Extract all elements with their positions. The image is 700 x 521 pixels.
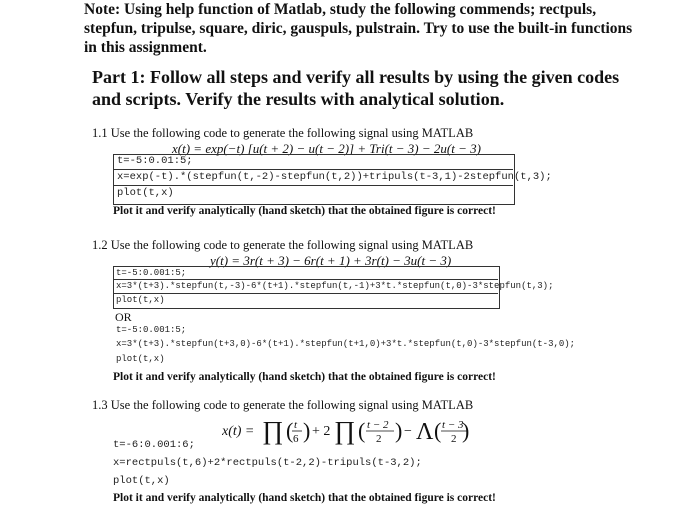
section-1-3-code-line: plot(t,x) — [113, 475, 170, 487]
svg-text:x(t) =: x(t) = — [222, 424, 255, 439]
section-1-1-code-line: plot(t,x) — [117, 187, 174, 199]
svg-text:+ 2: + 2 — [312, 424, 331, 439]
code-row-divider — [113, 185, 513, 186]
code-row-divider — [113, 293, 498, 294]
section-1-3-equation — [222, 410, 472, 452]
section-1-3-verify: Plot it and verify analytically (hand sketch) that the obtained figure is correct! — [113, 492, 496, 504]
section-1-2-verify: Plot it and verify analytically (hand sketch) that the obtained figure is correct! — [113, 371, 496, 383]
svg-text:∏: ∏ — [334, 416, 356, 445]
svg-text:(: ( — [358, 418, 366, 443]
svg-text:): ) — [395, 418, 403, 443]
svg-text:(: ( — [434, 418, 442, 443]
code-row-divider — [113, 169, 513, 170]
svg-text:(: ( — [286, 418, 294, 443]
svg-text:∏: ∏ — [262, 416, 284, 445]
section-1-2-or: OR — [115, 310, 132, 324]
section-1-2-alt-code-line: plot(t,x) — [116, 354, 165, 364]
section-1-1-code-line: t=-5:0.01:5; — [117, 155, 193, 167]
section-1-1-code-line: x=exp(-t).*(stepfun(t,-2)-stepfun(t,2))+tripuls(t-3,1)-2stepfun(t,3); — [117, 171, 552, 183]
section-1-2-alt-code-line: x=3*(t+3).*stepfun(t+3,0)-6*(t+1).*stepfun(t+1,0)+3*t.*stepfun(t,0)-3*stepfun(t-3,0); — [116, 339, 576, 349]
section-1-1-intro: 1.1 Use the following code to generate the following signal using MATLAB — [92, 126, 474, 140]
note-paragraph: Note: Using help function of Matlab, study the following commends; rectpuls, stepfun, tripulse, square, diric, gauspuls, pulstrain. Try to use the built-in functions in this assignment. — [84, 1, 633, 56]
svg-text:−: − — [404, 424, 412, 439]
section-1-1-equation: x(t) = exp(−t) [u(t + 2) − u(t − 2)] + Tri(t − 3) − 2u(t − 3) — [172, 141, 481, 156]
section-1-2-alt-code-line: t=-5:0.001:5; — [116, 325, 187, 335]
section-1-1-verify: Plot it and verify analytically (hand sketch) that the obtained figure is correct! — [113, 205, 496, 217]
svg-text:t − 3: t − 3 — [442, 419, 464, 431]
svg-text:6: 6 — [293, 433, 299, 445]
section-1-2-code-line: plot(t,x) — [116, 295, 165, 305]
section-1-3-code-line: t=-6:0.001:6; — [113, 439, 195, 451]
svg-text:): ) — [462, 418, 470, 443]
section-1-2-intro: 1.2 Use the following code to generate the following signal using MATLAB — [92, 238, 474, 252]
section-1-2-code-line: x=3*(t+3).*stepfun(t,-3)-6*(t+1).*stepfun(t,-1)+3*t.*stepfun(t,0)-3*stepfun(t,3); — [116, 281, 554, 291]
section-1-2-equation: y(t) = 3r(t + 3) − 6r(t + 1) + 3r(t) − 3u(t − 3) — [210, 253, 452, 268]
svg-text:2: 2 — [451, 433, 457, 445]
svg-text:2: 2 — [376, 433, 382, 445]
svg-text:Λ: Λ — [416, 419, 434, 445]
section-1-3-intro: 1.3 Use the following code to generate the following signal using MATLAB — [92, 398, 474, 412]
section-1-3-equation-text — [222, 416, 468, 445]
svg-text:): ) — [303, 418, 311, 443]
section-1-2-code-line: t=-5:0.001:5; — [116, 268, 187, 278]
section-1-3-code-line: x=rectpuls(t,6)+2*rectpuls(t-2,2)-tripuls(t-3,2); — [113, 457, 422, 469]
part1-heading: Part 1: Follow all steps and verify all results by using the given codes and scripts. Verify the results with analytical solution. — [92, 67, 620, 109]
svg-text:t − 2: t − 2 — [367, 419, 389, 431]
code-row-divider — [113, 279, 498, 280]
svg-text:t: t — [294, 419, 298, 431]
